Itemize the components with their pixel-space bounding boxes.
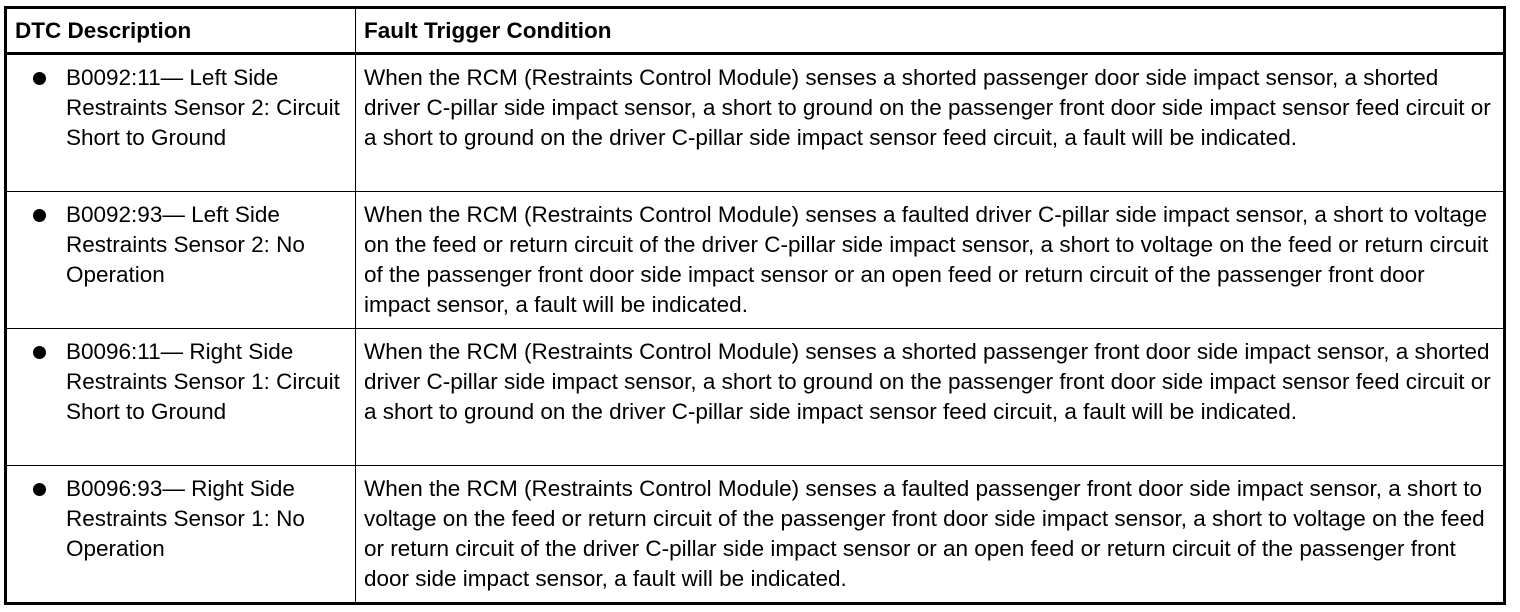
bullet-icon bbox=[33, 346, 46, 359]
table-row bbox=[6, 192, 1505, 329]
dtc-description: B0096:93— Right Side Restraints Sensor 1: No Operation bbox=[66, 476, 305, 561]
fault-trigger-condition: When the RCM (Restraints Control Module) senses a shorted passenger front door side impact sensor, a shorted driver C-pillar side impact sensor, a short to ground on the passenger front door side impact sensor feed circuit or a short to ground on the driver C-pillar side impact sensor feed circuit, a fault will be indicated. bbox=[356, 329, 1505, 466]
header-fault-trigger-condition: Fault Trigger Condition bbox=[356, 8, 1505, 54]
table-row bbox=[6, 54, 1505, 192]
bullet-icon bbox=[33, 483, 46, 496]
dtc-item bbox=[13, 200, 349, 290]
fault-trigger-condition: When the RCM (Restraints Control Module) senses a faulted driver C-pillar side impact sensor, a short to voltage on the feed or return circuit of the driver C-pillar side impact sensor, a short to voltage on the feed or return circuit of the passenger front door side impact sensor or an open feed or return circuit of the passenger front door impact sensor, a fault will be indicated. bbox=[356, 192, 1505, 329]
fault-trigger-condition: When the RCM (Restraints Control Module) senses a faulted passenger front door side impact sensor, a short to voltage on the feed or return circuit of the passenger front door side impact sensor, a short to voltage on the feed or return circuit of the driver C-pillar side impact sensor or an open feed or return circuit of the passenger front door side impact sensor, a fault will be indicated. bbox=[356, 466, 1505, 604]
dtc-description: B0092:93— Left Side Restraints Sensor 2: No Operation bbox=[66, 202, 305, 287]
table-row bbox=[6, 329, 1505, 466]
dtc-item bbox=[13, 337, 349, 427]
dtc-cell bbox=[6, 54, 356, 192]
table-body bbox=[6, 54, 1505, 604]
bullet-icon bbox=[33, 72, 46, 85]
dtc-cell bbox=[6, 192, 356, 329]
dtc-cell bbox=[6, 466, 356, 604]
bullet-icon bbox=[33, 209, 46, 222]
dtc-description: B0092:11— Left Side Restraints Sensor 2: Circuit Short to Ground bbox=[66, 65, 340, 150]
dtc-description: B0096:11— Right Side Restraints Sensor 1: Circuit Short to Ground bbox=[66, 339, 340, 424]
dtc-table bbox=[4, 6, 1506, 605]
table-header bbox=[6, 8, 1505, 54]
dtc-cell bbox=[6, 329, 356, 466]
table-row bbox=[6, 466, 1505, 604]
header-dtc-description: DTC Description bbox=[6, 8, 356, 54]
header-row bbox=[6, 8, 1505, 54]
dtc-item bbox=[13, 474, 349, 564]
dtc-item bbox=[13, 63, 349, 153]
fault-trigger-condition: When the RCM (Restraints Control Module) senses a shorted passenger door side impact sensor, a shorted driver C-pillar side impact sensor, a short to ground on the passenger front door side impact sensor feed circuit or a short to ground on the driver C-pillar side impact sensor feed circuit, a fault will be indicated. bbox=[356, 54, 1505, 192]
